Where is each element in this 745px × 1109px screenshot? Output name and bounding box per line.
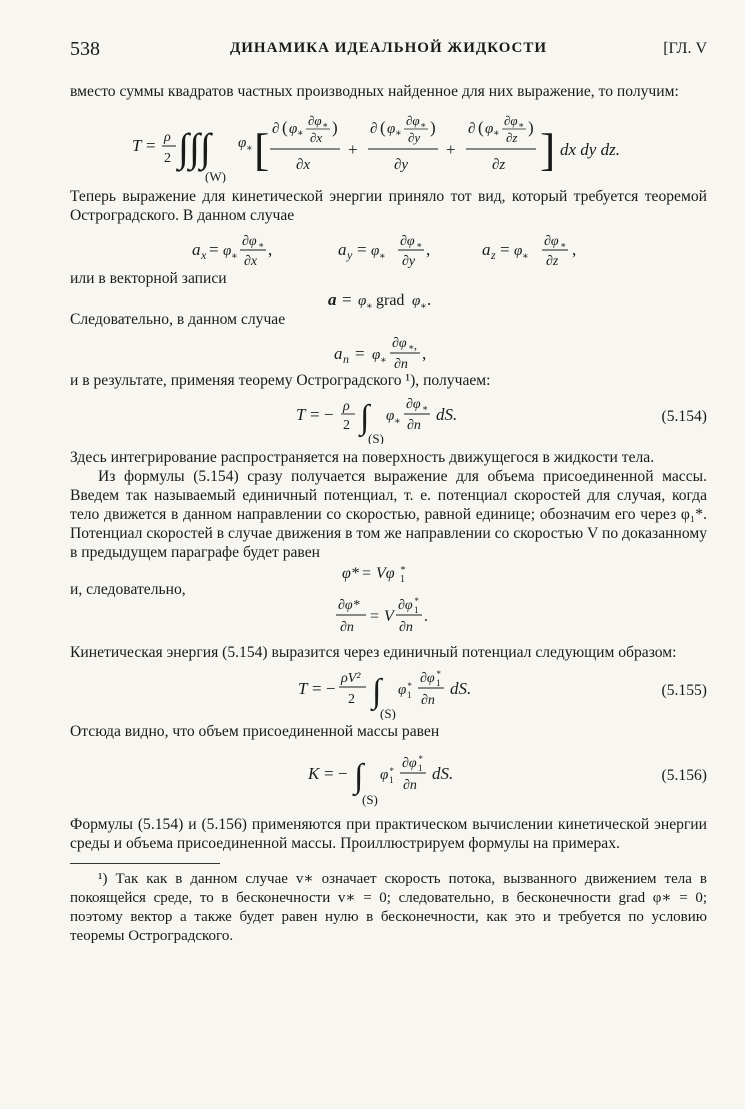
svg-text:(S): (S) — [368, 431, 384, 444]
svg-text:φ: φ — [386, 408, 395, 424]
svg-text:(: ( — [282, 118, 288, 137]
svg-text:a: a — [328, 290, 337, 309]
svg-text:∗: ∗ — [366, 301, 373, 310]
svg-text:∂x: ∂x — [244, 254, 258, 269]
equation-an — [70, 329, 707, 371]
svg-text:∂y: ∂y — [402, 254, 416, 269]
svg-text:]: ] — [540, 124, 556, 175]
svg-text:2: 2 — [343, 418, 350, 433]
svg-text:∗: ∗ — [380, 355, 387, 366]
svg-text:∂: ∂ — [272, 121, 280, 137]
equation-svg — [70, 745, 707, 807]
svg-text:[: [ — [254, 124, 270, 175]
equation-svg — [70, 662, 707, 720]
svg-text:T: T — [132, 136, 142, 155]
equation-svg — [70, 225, 707, 269]
svg-text:φ: φ — [372, 347, 381, 363]
svg-text:∫∫∫: ∫∫∫ — [178, 125, 211, 170]
svg-text:φ: φ — [514, 243, 523, 259]
svg-text:=: = — [362, 565, 372, 582]
svg-text:,: , — [414, 338, 417, 352]
svg-text:=: = — [209, 240, 219, 259]
paragraph: и в результате, применяя теорему Остроградского ¹), получаем: — [70, 372, 491, 389]
svg-text:=: = — [342, 290, 352, 309]
svg-text:): ) — [332, 118, 338, 137]
svg-text:=: = — [357, 240, 367, 259]
paragraph: Здесь интегрирование распространяется на поверхность движущегося в жидкости тела. — [70, 449, 655, 466]
svg-text:∗: ∗ — [231, 251, 238, 262]
svg-text:∗: ∗ — [560, 240, 567, 250]
svg-text:φ: φ — [485, 121, 494, 137]
equation-svg — [70, 591, 707, 637]
svg-text:1: 1 — [436, 678, 441, 688]
svg-text:∗: ∗ — [518, 120, 525, 130]
svg-text:V: V — [384, 608, 394, 625]
svg-text:∂z: ∂z — [492, 157, 506, 173]
svg-text:∗: ∗ — [258, 240, 265, 250]
svg-text:*: * — [418, 754, 423, 764]
svg-text:,: , — [426, 240, 431, 259]
svg-text:ρ: ρ — [164, 130, 171, 145]
svg-text:∂n: ∂n — [340, 620, 354, 635]
svg-text:,: , — [268, 240, 273, 259]
paragraph: Теперь выражение для кинетической энергии приняло тот вид, который требуется теоремой Остроградского. В данном случае — [70, 188, 707, 224]
paragraph: Формулы (5.154) и (5.156) применяются при практическом вычислении кинетической энергии среды и объема присоединенной массы. Проиллюстрируем формулы на примерах. — [70, 816, 707, 852]
equation-svg — [70, 390, 707, 444]
svg-text:(W): (W) — [205, 169, 226, 183]
svg-text:,: , — [572, 240, 577, 259]
svg-text:φ: φ — [412, 293, 421, 309]
svg-text:φ: φ — [380, 767, 389, 783]
svg-text:∂φ: ∂φ — [242, 234, 257, 249]
svg-text:∂φ*: ∂φ* — [338, 598, 360, 613]
svg-text:=: = — [370, 608, 380, 625]
svg-text:(: ( — [478, 118, 484, 137]
equation-dphi-star — [70, 591, 707, 637]
svg-text:∗: ∗ — [246, 143, 253, 154]
svg-text:n: n — [343, 352, 349, 366]
svg-text:φ: φ — [223, 243, 232, 259]
svg-text:∂y: ∂y — [408, 130, 421, 145]
svg-text:a: a — [334, 344, 343, 363]
svg-text:dx dy dz.: dx dy dz. — [560, 140, 620, 159]
svg-text:∗: ∗ — [522, 251, 529, 262]
svg-text:= −: = − — [324, 764, 348, 783]
svg-text:): ) — [430, 118, 436, 137]
svg-text:∂φ: ∂φ — [392, 336, 407, 351]
svg-text:*: * — [389, 766, 394, 776]
svg-text:y: y — [347, 248, 353, 262]
svg-text:∂φ: ∂φ — [398, 598, 413, 613]
svg-text:∂: ∂ — [370, 121, 378, 137]
svg-text:∗: ∗ — [379, 251, 386, 262]
equation-kinetic-energy-volume — [70, 101, 707, 183]
svg-text:∂φ: ∂φ — [406, 397, 421, 412]
equation-svg — [70, 288, 707, 310]
equation-vector — [70, 288, 707, 310]
svg-text:= −: = − — [312, 679, 336, 698]
footnote-text: ¹) Так как в данном случае v∗ означает скорость потока, вызванного движением тела в покоящейся среде, то в бесконечности v∗ = 0; следовательно, в бесконечности grad φ∗ = 0; поэтому вектор a также будет равен нулю в бесконечности, как это и требуется по условию теоремы Остроградского. — [70, 871, 707, 944]
svg-text:∂φ: ∂φ — [420, 671, 435, 686]
svg-text:z: z — [491, 248, 496, 262]
svg-text:∗: ∗ — [422, 403, 429, 413]
svg-text:=: = — [500, 240, 510, 259]
svg-text:a: a — [192, 240, 201, 259]
svg-text:∂y: ∂y — [394, 157, 409, 173]
svg-text:φ: φ — [371, 243, 380, 259]
svg-text:dS.: dS. — [436, 405, 458, 424]
svg-text:a: a — [482, 240, 491, 259]
svg-text:∂x: ∂x — [310, 130, 323, 145]
equation-phi-star — [70, 562, 707, 584]
svg-text:): ) — [528, 118, 534, 137]
page-number: 538 — [70, 38, 100, 60]
svg-text:φ: φ — [238, 135, 247, 151]
svg-text:ρ: ρ — [343, 399, 350, 414]
svg-text:∗: ∗ — [420, 301, 427, 310]
svg-text:1: 1 — [407, 690, 412, 700]
svg-text:1: 1 — [389, 775, 394, 785]
paragraph: Из формулы (5.154) сразу получается выражение для объема присоединенной массы. Введем так называемый единичный потенциал, т. е. потенциал скоростей для случая, когда тело движется в данном направлении со скоростью, равной единице; обозначим его через φ₁*. Потенциал скоростей в случае движения в том же направлении со скоростью V по доказанному в предыдущем параграфе будет равен — [70, 468, 707, 561]
svg-text:∂φ: ∂φ — [406, 113, 420, 128]
svg-text:=: = — [146, 136, 156, 155]
svg-text:∗: ∗ — [322, 120, 329, 130]
svg-text:∂n: ∂n — [403, 778, 417, 793]
svg-text:dS.: dS. — [450, 679, 472, 698]
equation-svg — [70, 562, 707, 584]
page-body — [70, 82, 707, 946]
svg-text:2: 2 — [348, 692, 355, 707]
svg-text:φ: φ — [289, 121, 298, 137]
svg-text:,: , — [422, 344, 427, 363]
svg-text:+: + — [446, 140, 456, 159]
svg-text:φ*: φ* — [342, 565, 359, 582]
svg-text:∂φ: ∂φ — [504, 113, 518, 128]
svg-text:∂n: ∂n — [394, 357, 408, 371]
paragraph: вместо суммы квадратов частных производных найденное для них выражение, то получим: — [70, 83, 679, 100]
svg-text:1: 1 — [414, 605, 419, 615]
paragraph: или в векторной записи — [70, 270, 227, 287]
svg-text:2: 2 — [164, 151, 171, 166]
svg-text:∗: ∗ — [493, 128, 500, 139]
svg-text:∗: ∗ — [416, 240, 423, 250]
equation-number: (5.154) — [661, 408, 707, 425]
svg-text:∫: ∫ — [372, 673, 382, 710]
svg-text:∂n: ∂n — [407, 418, 421, 433]
svg-text:∂φ: ∂φ — [544, 234, 559, 249]
equation-svg — [70, 101, 707, 183]
svg-text:K: K — [308, 764, 320, 783]
svg-text:*: * — [414, 596, 419, 606]
svg-text:∗: ∗ — [394, 416, 401, 427]
svg-text:= −: = − — [310, 405, 334, 424]
svg-text:φ: φ — [387, 121, 396, 137]
equation-components — [70, 225, 707, 269]
equation-5-156 — [70, 745, 707, 807]
svg-text:∗: ∗ — [408, 342, 415, 352]
paragraph: и, следовательно, — [70, 581, 186, 598]
svg-text:*: * — [436, 669, 441, 679]
svg-text:a: a — [338, 240, 347, 259]
paragraph: Кинетическая энергия (5.154) выразится через единичный потенциал следующим образом: — [70, 644, 677, 661]
equation-5-155 — [70, 662, 707, 720]
equation-svg — [70, 329, 707, 371]
svg-text:(S): (S) — [380, 706, 396, 720]
svg-text:∗: ∗ — [395, 128, 402, 139]
svg-text:Vφ: Vφ — [376, 565, 395, 582]
svg-text:+: + — [348, 140, 358, 159]
svg-text:∗: ∗ — [420, 120, 427, 130]
svg-text:∂x: ∂x — [296, 157, 311, 173]
svg-text:∂n: ∂n — [399, 620, 413, 635]
svg-text:=: = — [355, 344, 365, 363]
svg-text:(S): (S) — [362, 792, 378, 807]
paragraph: Отсюда видно, что объем присоединенной массы равен — [70, 723, 440, 740]
svg-text:∫: ∫ — [360, 399, 370, 436]
svg-text:.: . — [424, 608, 428, 625]
running-title: ДИНАМИКА ИДЕАЛЬНОЙ ЖИДКОСТИ — [229, 40, 548, 56]
svg-text:φ: φ — [358, 293, 367, 309]
footnote-divider — [70, 863, 220, 864]
svg-text:1: 1 — [418, 763, 423, 773]
svg-text:grad: grad — [376, 292, 405, 309]
svg-text:∂n: ∂n — [421, 693, 435, 708]
running-header — [70, 38, 707, 66]
equation-5-154 — [70, 390, 707, 444]
svg-text:T: T — [298, 679, 308, 698]
svg-text:ρV²: ρV² — [341, 671, 361, 686]
svg-text:∂φ: ∂φ — [402, 756, 417, 771]
svg-text:∂φ: ∂φ — [308, 113, 322, 128]
svg-text:∗: ∗ — [297, 128, 304, 139]
svg-text:1: 1 — [400, 574, 405, 584]
svg-text:∂z: ∂z — [506, 130, 518, 145]
equation-number: (5.156) — [661, 767, 707, 784]
svg-text:T: T — [296, 405, 306, 424]
svg-text:∫: ∫ — [354, 758, 364, 795]
svg-text:(: ( — [380, 118, 386, 137]
svg-text:∂z: ∂z — [546, 254, 559, 269]
paragraph: Следовательно, в данном случае — [70, 311, 286, 328]
svg-text:∂: ∂ — [468, 121, 476, 137]
svg-text:*: * — [400, 565, 405, 576]
svg-text:x: x — [201, 248, 207, 262]
svg-text:dS.: dS. — [432, 764, 454, 783]
chapter-label: [ГЛ. V — [663, 40, 707, 57]
footnote — [70, 870, 707, 946]
svg-text:∂φ: ∂φ — [400, 234, 415, 249]
equation-number: (5.155) — [661, 682, 707, 699]
svg-text:φ: φ — [398, 682, 407, 698]
svg-text:.: . — [427, 290, 432, 309]
svg-text:*: * — [407, 681, 412, 691]
